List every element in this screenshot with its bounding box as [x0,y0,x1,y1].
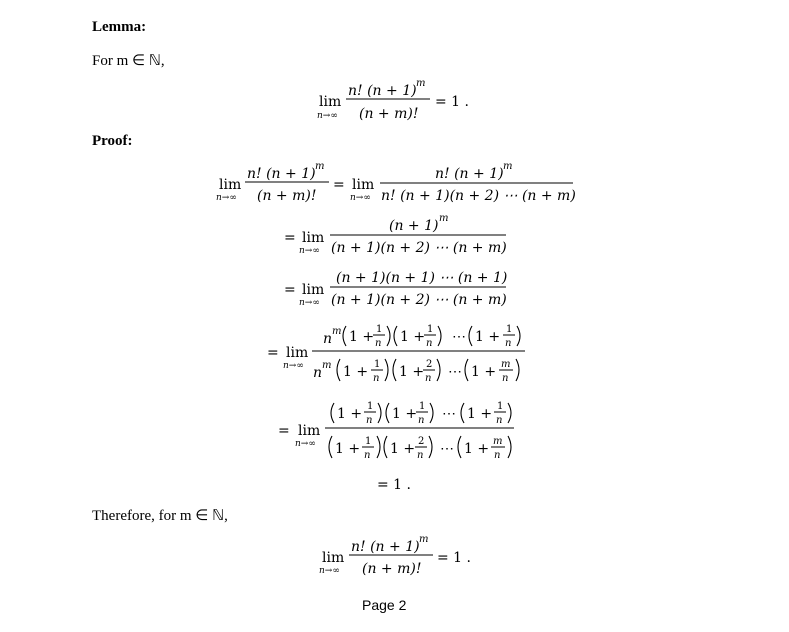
svg-text:=: = [284,282,296,298]
svg-text:⋯: ⋯ [448,364,462,380]
svg-text:1 +: 1 + [349,329,375,345]
svg-text:n: n [426,338,433,349]
svg-text:n: n [418,415,425,426]
svg-text:m: m [501,359,511,370]
svg-text:lim: lim [302,282,325,298]
svg-text:n: n [323,331,333,347]
svg-text:1 +: 1 + [343,364,369,380]
svg-text:n! (n + 1): n! (n + 1) [247,166,316,182]
svg-text:=: = [278,423,290,439]
svg-text:1: 1 [367,401,374,412]
svg-text:n: n [425,373,432,384]
svg-text:(n + 1)(n + 1) ⋯ (n + 1): (n + 1)(n + 1) ⋯ (n + 1) [336,270,508,286]
svg-text:lim: lim [219,177,242,193]
svg-text:1 +: 1 + [471,364,497,380]
svg-text:lim: lim [302,230,325,246]
svg-text:1: 1 [374,359,381,370]
svg-text:=: = [267,345,279,361]
therefore-text: Therefore, for m ∈ ℕ, [92,508,228,524]
svg-text:⋯: ⋯ [442,406,456,422]
svg-text:2: 2 [426,359,433,370]
svg-text:n: n [494,450,501,461]
svg-text:lim: lim [322,550,345,566]
svg-text:1: 1 [419,401,426,412]
svg-text:1: 1 [365,436,372,447]
svg-text:1 +: 1 + [467,406,493,422]
svg-text:m: m [416,78,426,89]
svg-text:n: n [375,338,382,349]
svg-text:n→∞: n→∞ [350,193,371,203]
svg-text:1: 1 [497,401,504,412]
svg-text:(n + m)!: (n + m)! [257,188,317,204]
svg-text:1 +: 1 + [390,441,416,457]
proof-line-5 [278,401,514,461]
svg-text:=: = [333,177,345,193]
proof-line-3 [284,270,507,308]
svg-text:n: n [417,450,424,461]
svg-text:n! (n + 1): n! (n + 1) [435,166,504,182]
svg-text:⋯: ⋯ [452,329,466,345]
svg-text:n! (n + 1): n! (n + 1) [348,83,417,99]
svg-text:1 +: 1 + [464,441,490,457]
svg-text:m: m [493,436,503,447]
svg-text:m: m [322,360,332,371]
svg-text:n→∞: n→∞ [216,193,237,203]
lemma-intro: For m ∈ ℕ, [92,53,165,69]
svg-text:n: n [496,415,503,426]
svg-text:n→∞: n→∞ [295,439,316,449]
svg-text:lim: lim [319,94,342,110]
svg-text:n→∞: n→∞ [317,111,338,121]
proof-heading: Proof: [92,133,133,149]
proof-line-6 [377,477,411,493]
svg-text:1 +: 1 + [335,441,361,457]
svg-text:⋯: ⋯ [440,441,454,457]
svg-text:m: m [419,534,429,545]
svg-text:lim: lim [298,423,321,439]
svg-text:n! (n + 1)(n + 2) ⋯ (n + m): n! (n + 1)(n + 2) ⋯ (n + m) [381,188,576,204]
svg-text:= 1 .: = 1 . [435,94,469,110]
svg-text:1 +: 1 + [337,406,363,422]
svg-text:1 +: 1 + [475,329,501,345]
svg-text:(n + m)!: (n + m)! [362,561,422,577]
proof-line-1 [216,161,576,204]
svg-text:2: 2 [418,436,425,447]
svg-text:(n + 1)(n + 2) ⋯ (n + m): (n + 1)(n + 2) ⋯ (n + m) [331,292,507,308]
svg-text:n→∞: n→∞ [319,566,340,576]
svg-text:m: m [439,213,449,224]
page-number: Page 2 [362,597,407,613]
svg-text:n: n [502,373,509,384]
svg-text:= 1 .: = 1 . [437,550,471,566]
svg-text:lim: lim [286,345,309,361]
svg-text:1: 1 [506,324,513,335]
svg-text:n: n [505,338,512,349]
proof-line-4 [267,324,525,384]
svg-text:n→∞: n→∞ [283,361,304,371]
svg-text:n! (n + 1): n! (n + 1) [351,539,420,555]
svg-text:n: n [313,365,323,381]
svg-text:m: m [503,161,513,172]
svg-text:1: 1 [376,324,383,335]
svg-text:n: n [364,450,371,461]
svg-text:n: n [373,373,380,384]
svg-text:= 1 .: = 1 . [377,477,411,493]
svg-text:n→∞: n→∞ [299,298,320,308]
svg-text:(n + 1)(n + 2) ⋯ (n + m): (n + 1)(n + 2) ⋯ (n + m) [331,240,507,256]
lemma-heading: Lemma: [92,19,147,35]
svg-text:(n + 1): (n + 1) [389,218,439,234]
svg-text:=: = [284,230,296,246]
svg-text:(n + m)!: (n + m)! [359,106,419,122]
final-equation [319,534,471,577]
svg-text:1 +: 1 + [400,329,426,345]
svg-text:m: m [332,326,342,337]
svg-text:1: 1 [427,324,434,335]
proof-line-2 [284,213,507,256]
svg-text:1 +: 1 + [399,364,425,380]
svg-text:n→∞: n→∞ [299,246,320,256]
svg-text:m: m [315,161,325,172]
svg-text:n: n [366,415,373,426]
lemma-equation [317,78,469,122]
svg-text:lim: lim [352,177,375,193]
svg-text:1 +: 1 + [392,406,418,422]
